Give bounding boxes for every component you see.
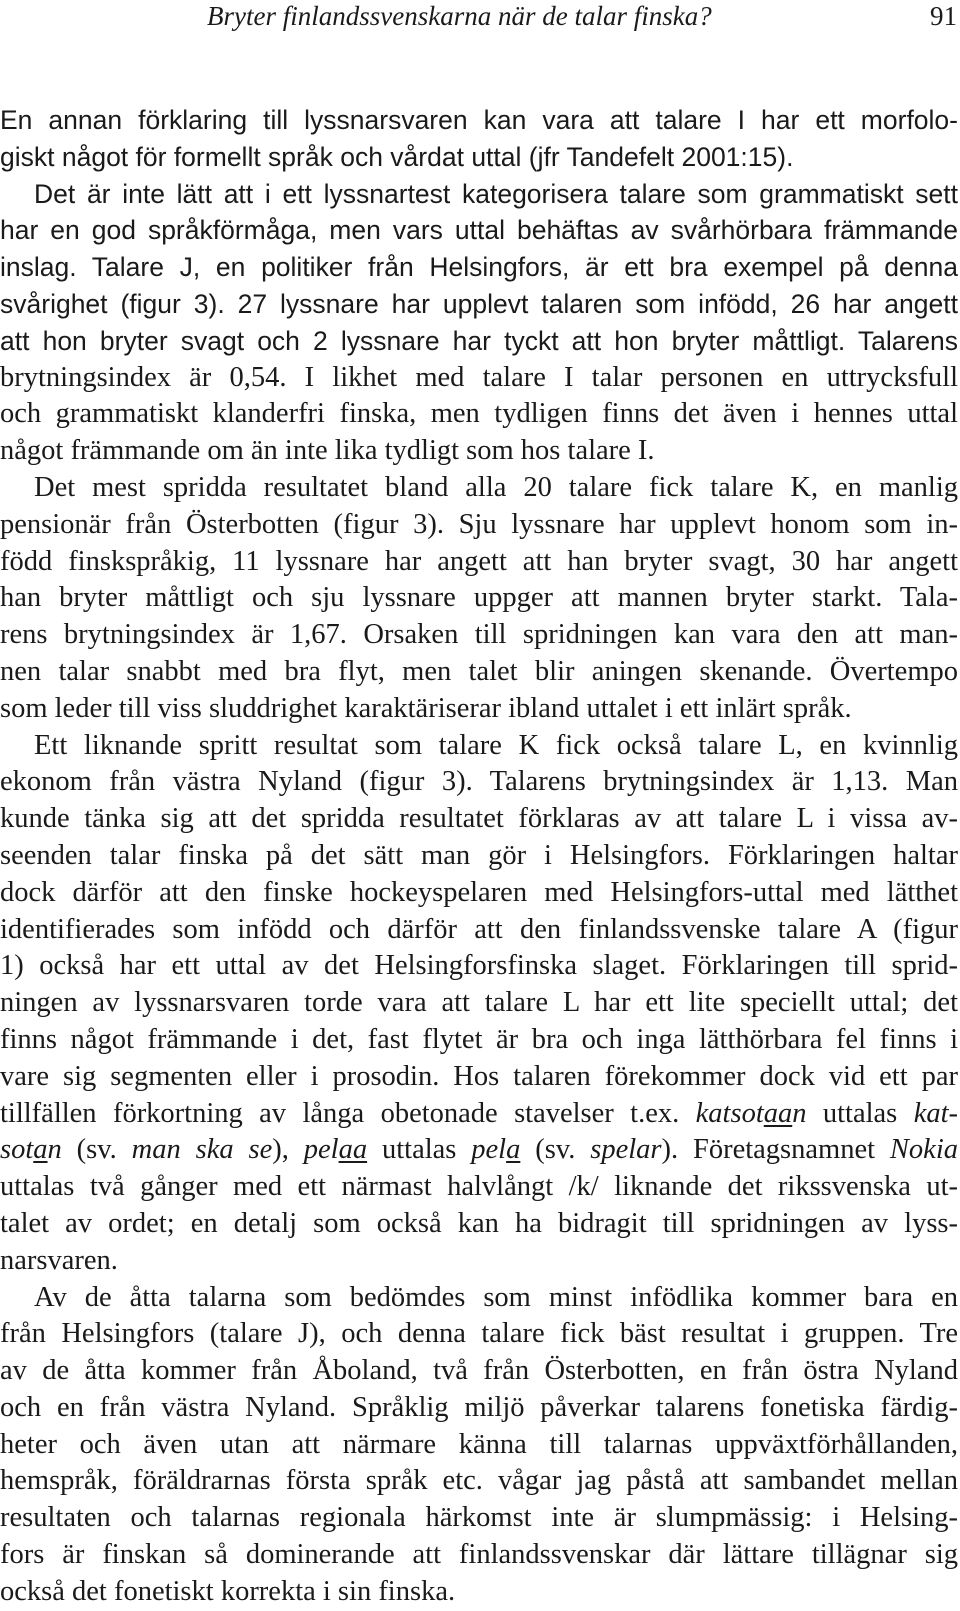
text-span: att hon bryter svagt och 2 lyssnare har tyckt att hon bryter måttligt. Talarens bbox=[0, 325, 958, 356]
text-span: brytningsindex är 0,54. I likhet med talare I talar personen en uttrycksfull bbox=[0, 361, 958, 393]
page-number: 91 bbox=[930, 1, 957, 31]
text-span: dock därför att den finske hockeyspelaren med Helsingfors-uttal med lätthet bbox=[0, 876, 958, 908]
text-span: En annan förklaring till lyssnarsvaren kan vara att talare I har ett morfolo- bbox=[0, 105, 958, 135]
text-span: pensionär från Österbotten (figur 3). Sju lyssnare har upplevt honom som in- bbox=[0, 508, 958, 540]
text-line bbox=[0, 212, 958, 249]
text-span: född finskspråkig, 11 lyssnare har angett att han bryter svagt, 30 har angett bbox=[0, 545, 958, 577]
text-line bbox=[0, 360, 958, 397]
text-line bbox=[0, 1022, 958, 1059]
text-line bbox=[0, 507, 958, 544]
text-line bbox=[0, 1096, 958, 1133]
text-line bbox=[0, 249, 958, 286]
page-header bbox=[0, 0, 960, 40]
text-span: tillfällen förkortning av långa obetonade stavelser t.ex. bbox=[0, 1097, 696, 1129]
text-span: Det mest spridda resultatet bland alla 20 talare fick talare K, en manlig bbox=[34, 471, 958, 503]
text-span: inslag. Talare J, en politiker från Helsingfors, är ett bra exempel på denna bbox=[0, 252, 958, 283]
italic-span: n bbox=[47, 1134, 62, 1166]
italic-span bbox=[506, 1134, 520, 1165]
text-line bbox=[0, 1537, 958, 1574]
text-span: fors är finskan så dominerande att finlandssvenskar där lättare tillägnar sig bbox=[0, 1539, 958, 1571]
italic-span: pel bbox=[303, 1134, 339, 1166]
text-span: av de åtta kommer från Åboland, två från Österbotten, en från östra Nyland bbox=[0, 1355, 958, 1387]
text-line bbox=[0, 1243, 958, 1280]
text-line bbox=[0, 139, 958, 176]
text-line bbox=[0, 617, 958, 654]
running-title: Bryter finlandssvenskarna när de talar finska? bbox=[207, 1, 712, 31]
text-line bbox=[0, 1316, 958, 1353]
text-span: och grammatiskt klanderfri finska, men tydligen finns det även i hennes uttal bbox=[0, 398, 958, 430]
text-span: narsvaren. bbox=[0, 1244, 118, 1276]
italic-span: kat- bbox=[913, 1097, 958, 1129]
text-span: hemspråk, föräldrarnas första språk etc. vågar jag påstå att sambandet mellan bbox=[0, 1465, 958, 1497]
text-line bbox=[0, 544, 958, 581]
text-line bbox=[0, 1500, 958, 1537]
text-line bbox=[0, 691, 958, 728]
italic-span: katsot bbox=[695, 1097, 764, 1129]
text-span: identifierades som infödd och därför att den finlandssvenske talare A (figur bbox=[0, 913, 958, 945]
text-line bbox=[0, 875, 958, 912]
text-span: kunde tänka sig att det spridda resultatet förklaras av att talare L i vissa av- bbox=[0, 803, 958, 835]
text-span: har en god språkförmåga, men vars uttal behäftas av svårhörbara främmande bbox=[0, 215, 958, 246]
text-line bbox=[0, 1574, 958, 1611]
text-span: från Helsingfors (talare J), och denna talare fick bäst resultat i gruppen. Tre bbox=[0, 1318, 958, 1350]
text-span: vare sig segmenten eller i prosodin. Hos talaren förekommer dock vid ett par bbox=[0, 1060, 958, 1092]
text-line bbox=[0, 1280, 958, 1317]
text-line bbox=[0, 1169, 958, 1206]
text-line bbox=[0, 985, 958, 1022]
text-span: ), bbox=[272, 1134, 304, 1166]
text-span: Ett liknande spritt resultat som talare K fick också talare L, en kvinnlig bbox=[34, 729, 958, 761]
text-line bbox=[0, 1353, 958, 1390]
italic-span bbox=[33, 1134, 47, 1165]
text-span: uttalas bbox=[367, 1134, 472, 1166]
text-line bbox=[0, 1132, 958, 1169]
text-span: som leder till viss sluddrighet karaktäriserar ibland uttalet i ett inlärt språk. bbox=[0, 692, 852, 724]
text-line bbox=[0, 433, 958, 470]
text-span: rens brytningsindex är 1,67. Orsaken till spridningen kan vara den att man- bbox=[0, 619, 958, 651]
text-span: Det är inte lätt att i ett lyssnartest kategorisera talare som grammatiskt sett bbox=[34, 178, 958, 209]
text-span: giskt något för formellt språk och vårdat uttal (jfr Tandefelt 2001:15). bbox=[0, 141, 794, 172]
text-span: ). Företagsnamnet bbox=[661, 1134, 890, 1166]
text-span: ekonom från västra Nyland (figur 3). Talarens brytningsindex är 1,13. Man bbox=[0, 766, 958, 798]
text-span: något främmande om än inte lika tydligt som hos talare I. bbox=[0, 435, 655, 467]
text-line bbox=[0, 1390, 958, 1427]
text-span: 1) också har ett uttal av det Helsingforsfinska slaget. Förklaringen till sprid- bbox=[0, 950, 958, 982]
text-line bbox=[0, 728, 958, 765]
italic-span: Nokia bbox=[889, 1134, 958, 1166]
text-line bbox=[0, 948, 958, 985]
text-line bbox=[0, 580, 958, 617]
text-span: (sv. bbox=[61, 1134, 132, 1166]
underlined-span: aa bbox=[763, 1097, 793, 1129]
italic-span: sot bbox=[0, 1134, 34, 1166]
underlined-span: a bbox=[506, 1134, 521, 1166]
text-line bbox=[0, 1059, 958, 1096]
italic-span: n bbox=[792, 1097, 807, 1129]
italic-span bbox=[339, 1134, 368, 1165]
underlined-span: aa bbox=[338, 1134, 368, 1166]
text-span: också det fonetiskt korrekta i sin finska. bbox=[0, 1575, 456, 1607]
text-span: uttalas bbox=[806, 1097, 914, 1129]
text-line bbox=[0, 1427, 958, 1464]
text-line bbox=[0, 1463, 958, 1500]
text-span: heter och även utan att närmare känna till talarnas uppväxtförhållanden, bbox=[0, 1428, 958, 1460]
text-line bbox=[0, 102, 958, 139]
text-line bbox=[0, 286, 958, 323]
text-span: svårighet (figur 3). 27 lyssnare har upplevt talaren som infödd, 26 har angett bbox=[0, 288, 958, 319]
text-line bbox=[0, 1206, 958, 1243]
text-line bbox=[0, 176, 958, 213]
text-span: ningen av lyssnarsvaren torde vara att talare L har ett lite speciellt uttal; det bbox=[0, 987, 958, 1019]
text-span: finns något främmande i det, fast flytet är bra och inga lätthörbara fel finns i bbox=[0, 1023, 958, 1055]
text-span: resultaten och talarnas regionala härkomst inte är slumpmässig: i Helsing- bbox=[0, 1502, 958, 1534]
text-line bbox=[0, 396, 958, 433]
underlined-span: a bbox=[33, 1134, 48, 1166]
text-line bbox=[0, 764, 958, 801]
text-line bbox=[0, 654, 958, 691]
text-line bbox=[0, 323, 958, 360]
text-span: och en från västra Nyland. Språklig miljö påverkar talarens fonetiska färdig- bbox=[0, 1391, 958, 1423]
italic-span bbox=[764, 1098, 793, 1129]
text-span: nen talar snabbt med bra flyt, men talet blir aningen skenande. Övertempo bbox=[0, 655, 958, 687]
italic-span: man ska se bbox=[131, 1134, 273, 1166]
text-line bbox=[0, 801, 958, 838]
text-span: talet av ordet; en detalj som också kan ha bidragit till spridningen av lyss- bbox=[0, 1207, 958, 1239]
italic-span: spelar bbox=[590, 1134, 662, 1166]
italic-span: pel bbox=[471, 1134, 507, 1166]
text-span: Av de åtta talarna som bedömdes som minst infödlika kommer bara en bbox=[34, 1281, 958, 1313]
body-text bbox=[0, 102, 958, 1611]
text-span: seenden talar finska på det sätt man gör i Helsingfors. Förklaringen haltar bbox=[0, 839, 958, 871]
text-line bbox=[0, 838, 958, 875]
text-span: han bryter måttligt och sju lyssnare uppger att mannen bryter starkt. Tala- bbox=[0, 582, 958, 614]
text-span: uttalas två gånger med ett närmast halvlångt /k/ liknande det rikssvenska ut- bbox=[0, 1171, 958, 1203]
text-span: (sv. bbox=[520, 1134, 591, 1166]
text-line bbox=[0, 912, 958, 949]
text-line bbox=[0, 470, 958, 507]
